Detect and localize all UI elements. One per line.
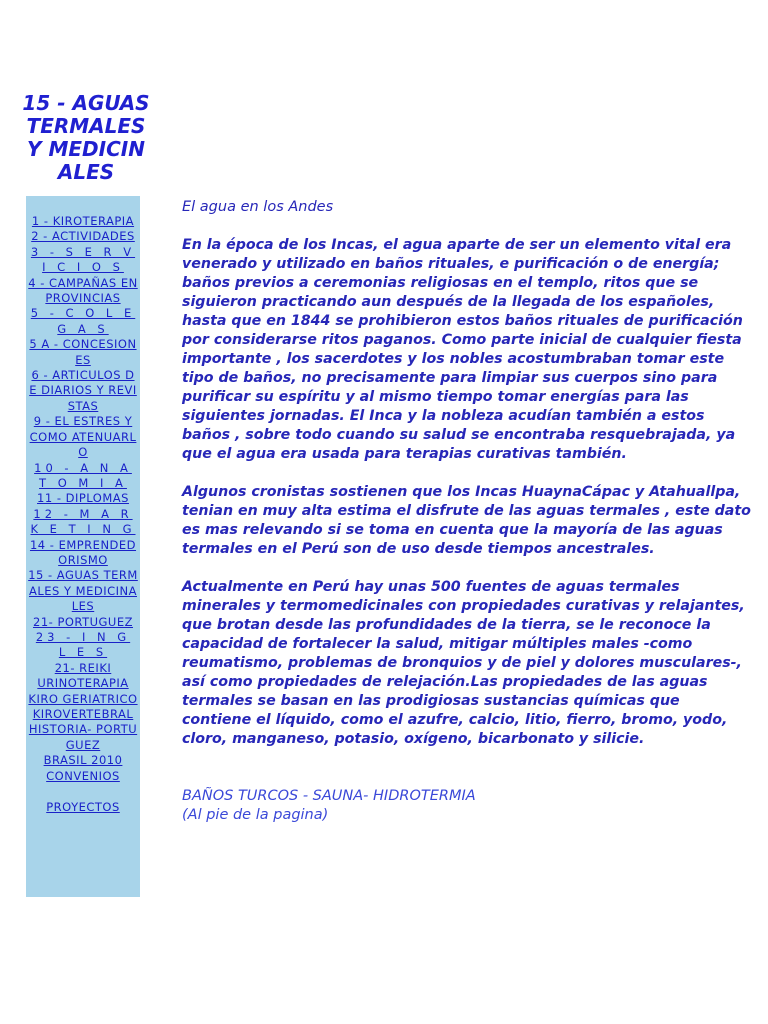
sidebar-nav [26, 196, 140, 897]
page-title: 15 - AGUAS TERMALES Y MEDICINALES [22, 91, 150, 184]
nav-link-kiro-geriatrico[interactable]: KIRO GERIATRICO [28, 691, 138, 706]
nav-link-convenios[interactable]: CONVENIOS [46, 768, 120, 783]
nav-link-colegas[interactable]: 5 - C O L E G A S [30, 306, 136, 336]
section-heading [182, 787, 752, 825]
nav-link-anatomia[interactable]: 10 - A N A T O M I A [34, 460, 132, 490]
content-paragraph: Algunos cronistas sostienen que los Incas HuaynaCápac y Atahuallpa, tenian en muy alta estima el disfrute de las aguas termales , este dato es mas relevando si se toma en cuenta que la mayoría de las aguas termales en el Perú son de uso desde tiempos ancestrales. [182, 484, 751, 557]
nav-link-campanas-en-provincias[interactable]: 4 - CAMPAÑAS EN PROVINCIAS [28, 275, 138, 306]
nav-link-brasil-2010[interactable]: BRASIL 2010 [43, 753, 123, 768]
nav-link-urinoterapia[interactable]: URINOTERAPIA [37, 676, 129, 691]
content-subtitle: El agua en los Andes [182, 199, 334, 215]
section-heading-note: (Al pie de la pagina) [182, 807, 329, 823]
nav-link-articulos[interactable]: 6 - ARTICULOS DE DIARIOS Y REVISTAS [29, 368, 137, 413]
nav-link-ingles[interactable]: 23 - I N G L E S [35, 629, 131, 660]
content-paragraph: En la época de los Incas, el agua aparte de ser un elemento vital era venerado y utilizado en baños rituales, e purificación o de energía; baños previos a ceremonias religiosas en el templo, ritos que se siguieron practicando aun después de la llegada de los españoles, hasta que en 1844 se prohibieron estos baños rituales de purificación por considerarse ritos paganos. Como parte inicial de cualquier fiesta importante , los sacerdotes y los nobles acostumbraban tomar este tipo de baños, no precisamente para limpiar sus cuerpos sino para purificar su espíritu y al mismo tiempo tomar energías para las siguientes jornadas. El Inca y la nobleza acudían también a estos baños , sobre todo cuando su salud se encontraba resquebrajada, ya que el agua era usada para terapias curativas también. [182, 237, 743, 462]
nav-link-emprendedorismo[interactable]: 14 - EMPRENDEDORISMO [29, 537, 137, 567]
main-content [182, 198, 752, 825]
nav-link-reiki[interactable]: 21- REIKI [54, 660, 112, 675]
nav-link-historia-portuguez[interactable]: HISTORIA- PORTUGUEZ [28, 722, 138, 752]
nav-link-concesiones[interactable]: 5 A - CONCESIONES [29, 337, 137, 367]
nav-link-servicios[interactable]: 3 - S E R V I C I O S [30, 244, 136, 275]
content-paragraph: Actualmente en Perú hay unas 500 fuentes de aguas termales minerales y termomedicinales con propiedades curativas y relajantes, que brotan desde las profundidades de la tierra, se le reconoce la capacidad de fortalecer la salud, mitigar múltiples males -como reumatismo, problemas de bronquios y de piel y dolores musculares-, así como propiedades de relejación.Las propiedades de las aguas termales se basan en las prodigiosas sustancias químicas que contiene el líquido, como el azufre, calcio, litio, fierro, bromo, yodo, cloro, manganeso, potasio, oxígeno, bicarbonato y silicie. [182, 579, 745, 747]
nav-link-portuguez[interactable]: 21- PORTUGUEZ [33, 614, 133, 629]
nav-link-kirovertebral[interactable]: KIROVERTEBRAL [32, 707, 134, 721]
nav-link-proyectos[interactable]: PROYECTOS [46, 800, 120, 815]
nav-link-actividades[interactable]: 2 - ACTIVIDADES [31, 229, 135, 244]
nav-link-kiroterapia[interactable]: 1 - KIROTERAPIA [31, 214, 135, 228]
nav-link-aguas-termales[interactable]: 15 - AGUAS TERMALES Y MEDICINALES [28, 568, 138, 614]
section-heading-title: BAÑOS TURCOS - SAUNA- HIDROTERMIA [182, 788, 476, 804]
nav-link-estres[interactable]: 9 - EL ESTRES Y COMO ATENUARLO [29, 414, 137, 460]
nav-link-diplomas[interactable]: 11 - DIPLOMAS [37, 491, 129, 506]
nav-link-marketing[interactable]: 12 - M A R K E T I N G [30, 506, 136, 537]
